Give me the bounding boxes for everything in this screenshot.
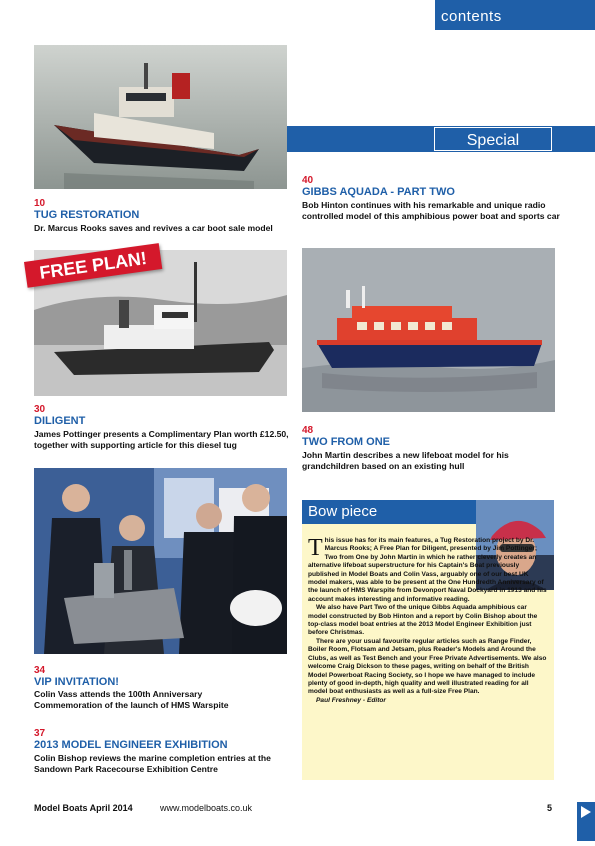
contents-section-label: contents <box>435 0 595 30</box>
article-title-diligent[interactable]: DILIGENT <box>34 415 86 427</box>
article-desc-model-engineer-exhibition: Colin Bishop reviews the marine completion entries at the Sandown Park Racecourse Exhibition Centre <box>34 753 271 774</box>
next-page-arrow[interactable] <box>577 802 595 841</box>
bow-piece-text <box>308 537 548 705</box>
bow-piece-signature <box>308 697 548 705</box>
article-title-vip-invitation[interactable]: VIP INVITATION! <box>34 676 119 688</box>
article-number-40: 40 <box>302 175 314 186</box>
article-number-10: 10 <box>34 198 46 209</box>
article-title-tug-restoration[interactable]: TUG RESTORATION <box>34 209 140 221</box>
article-desc-diligent: James Pottinger presents a Complimentary Plan worth £12.50, together with supporting article for this diesel tug <box>34 429 289 450</box>
article-number-34: 34 <box>34 665 46 676</box>
editor-role: - Editor <box>361 696 386 704</box>
article-title-model-engineer-exhibition[interactable]: 2013 MODEL ENGINEER EXHIBITION <box>34 739 228 751</box>
lifeboat-photo <box>302 248 555 412</box>
article-number-37: 37 <box>34 728 46 739</box>
bow-piece-paragraph-2: We also have Part Two of the unique Gibbs Aquada amphibious car model constructed by Bob Hinton and a report by Colin Bishop about the top-class model boat entries at the 2013 Model Engineer Exhibition just before Christmas. <box>308 604 538 637</box>
article-number-30: 30 <box>34 404 46 415</box>
tug-restoration-photo <box>34 45 287 189</box>
article-number-48: 48 <box>302 425 314 436</box>
article-desc-two-from-one: John Martin describes a new lifeboat model for his grandchildren based on an existing hull <box>302 450 509 471</box>
article-desc-vip-invitation: Colin Vass attends the 100th Anniversary Commemoration of the launch of HMS Warspite <box>34 689 229 710</box>
article-desc-gibbs-aquada: Bob Hinton continues with his remarkable and unique radio controlled model of this amphibious power boat and sports car <box>302 200 560 221</box>
footer-url[interactable]: www.modelboats.co.uk <box>160 803 253 813</box>
free-plan-label: FREE PLAN! <box>38 247 149 283</box>
bow-piece-dropcap: T <box>308 535 323 561</box>
bow-piece-paragraph-3: There are your usual favourite regular articles such as Range Finder, Boiler Room, Flotsam and Jetsam, plus Reader's Models and Around the Clubs, as well as Test Bench and your Free Private Advertisements. We also welcome Craig Dickson to these pages, writing on behalf of the British Model Powerboat Racing Society, so I hope we have managed to include plenty of good in-depth, high quality and well illustrated reading for all model boat enthusiasts as well as a full-size Free Plan. <box>308 637 547 696</box>
vip-invitation-photo <box>34 468 287 654</box>
article-desc-tug-restoration: Dr. Marcus Rooks saves and revives a car boot sale model <box>34 223 273 233</box>
article-title-gibbs-aquada[interactable]: GIBBS AQUADA - PART TWO <box>302 186 455 198</box>
bow-piece-heading: Bow piece <box>302 500 554 524</box>
page-number: 5 <box>547 803 553 813</box>
editor-name: Paul Freshney <box>316 696 362 704</box>
footer-magazine: Model Boats April 2014 <box>34 803 133 813</box>
bow-piece-paragraph-1: his issue has for its main features, a Tug Restoration project by Dr. Marcus Rooks; A Free Plan for Diligent, presented by Jim Pottinger; Two from One by John Martin in which he rather cleverly creates an alternative lifeboat superstructure for his Captain's Boat previously published in Model Boats and Colin Vass, arguably one of our best UK model makers, was able to be present at the One Hundredth Anniversary of the launch of HMS Warspite from Devonport Naval Dockyard in 1913 and his account makes interesting and informative reading. <box>308 537 547 603</box>
play-arrow-icon <box>577 802 595 841</box>
article-title-two-from-one[interactable]: TWO FROM ONE <box>302 436 390 448</box>
special-features-label: Special Features <box>434 127 552 151</box>
